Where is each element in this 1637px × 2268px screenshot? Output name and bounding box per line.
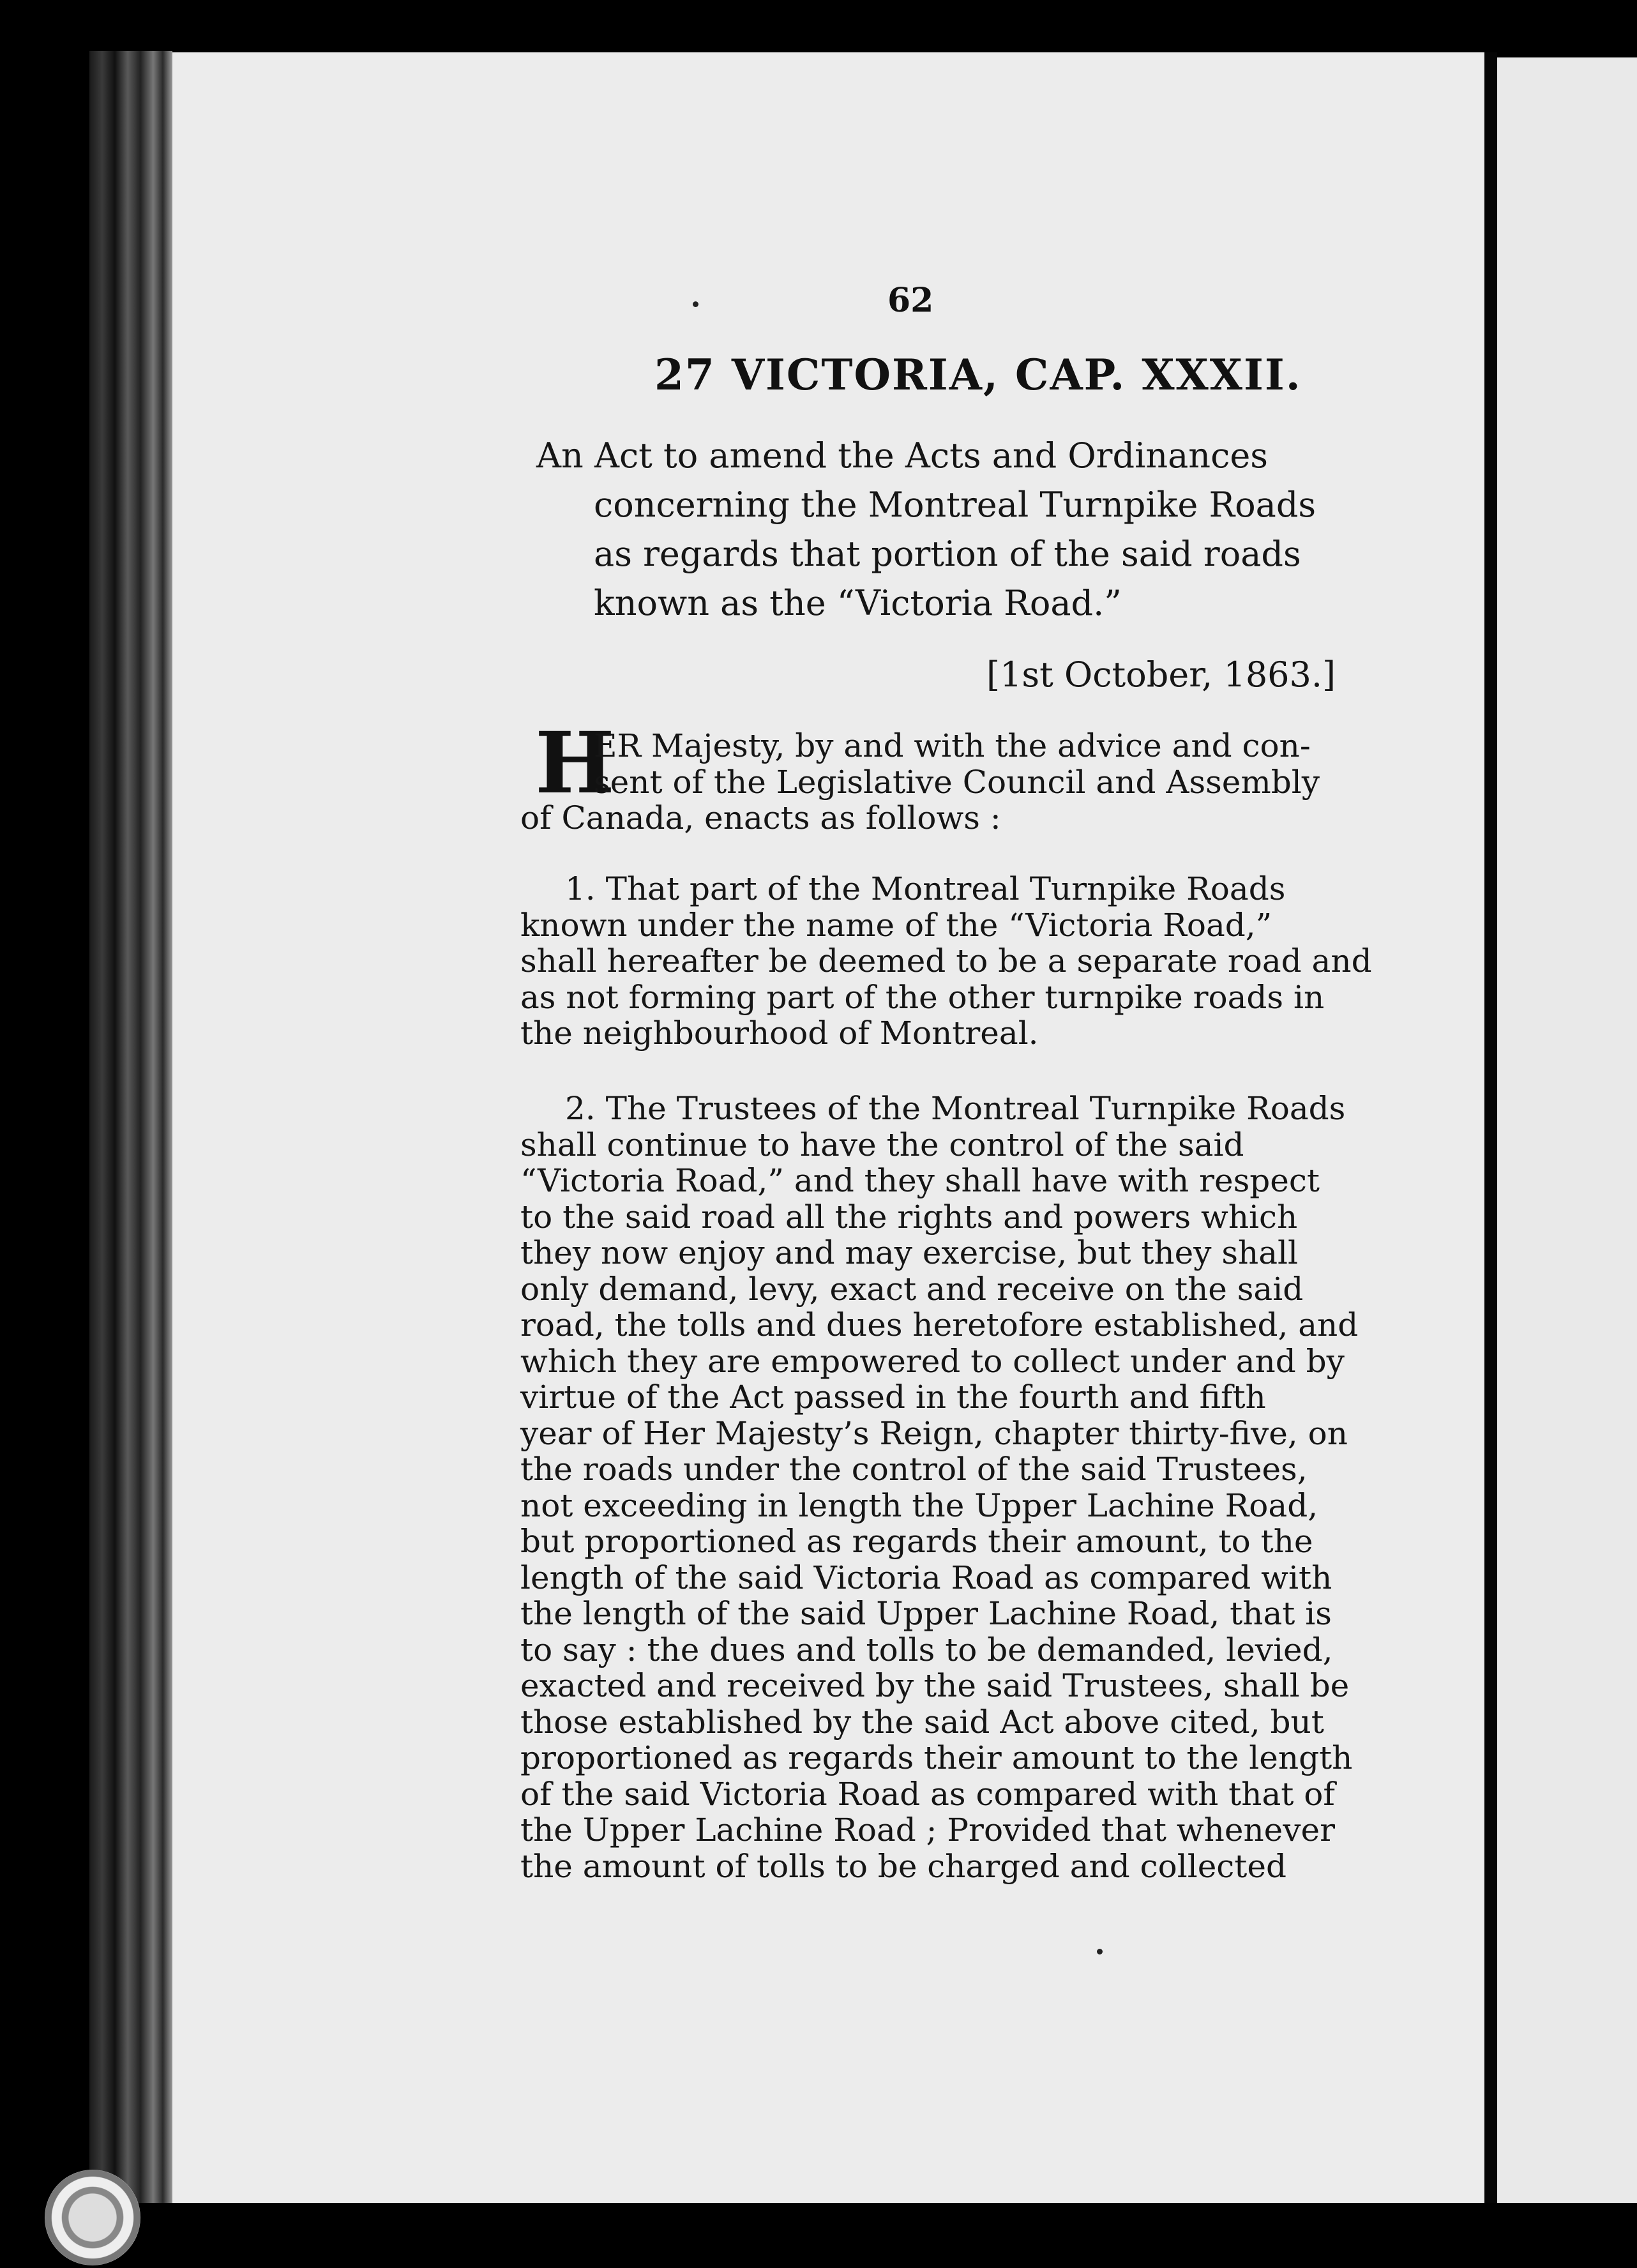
enactment-date: [1st October, 1863.] [986,654,1336,695]
text-line: known under the name of the “Victoria Road,” [520,906,1272,944]
act-title-line: known as the “Victoria Road.” [594,583,1122,623]
text-line: but proportioned as regards their amount, to the [520,1523,1313,1560]
text-line: ER Majesty, by and with the advice and con- [594,727,1311,764]
facing-page-edge [1497,57,1637,2203]
act-title-line: concerning the Montreal Turnpike Roads [594,485,1316,525]
text-line: year of Her Majesty’s Reign, chapter thirty-five, on [520,1414,1348,1452]
text-line: sent of the Legislative Council and Assembly [594,763,1320,801]
speck [693,301,698,307]
text-line: those established by the said Act above cited, but [520,1703,1324,1741]
text-line: the length of the said Upper Lachine Road, that is [520,1595,1332,1632]
text-line: the roads under the control of the said Trustees, [520,1451,1308,1488]
drop-cap: H [535,714,615,813]
text-line: shall hereafter be deemed to be a separate road and [520,942,1372,979]
text-line: to say : the dues and tolls to be demanded, levied, [520,1631,1333,1668]
text-line: as not forming part of the other turnpike roads in [520,978,1325,1016]
text-line: proportioned as regards their amount to the length [520,1739,1353,1776]
text-line: only demand, levy, exact and receive on the said [520,1270,1304,1308]
text-line: to the said road all the rights and powers which [520,1198,1298,1236]
text-line: the neighbourhood of Montreal. [520,1015,1039,1052]
text-line: 2. The Trustees of the Montreal Turnpike Roads [565,1090,1346,1127]
text-line: of the said Victoria Road as compared with that of [520,1775,1335,1813]
text-line: they now enjoy and may exercise, but they shall [520,1234,1299,1271]
text-line: virtue of the Act passed in the fourth and fifth [520,1379,1266,1416]
book-binding-edge [89,51,172,2203]
section-2 [520,1090,1359,1885]
text-line: exacted and received by the said Trustees, shall be [520,1667,1350,1704]
text-line: shall continue to have the control of the said [520,1126,1244,1163]
section-1 [520,870,1372,1052]
text-line: the amount of tolls to be charged and collected [520,1847,1286,1885]
act-title [536,431,1334,628]
text-line: the Upper Lachine Road ; Provided that whenever [520,1811,1336,1848]
text-line: “Victoria Road,” and they shall have with respect [520,1162,1320,1199]
speck [1097,1949,1103,1954]
library-seal-stamp [45,2170,140,2265]
text-line: road, the tolls and dues heretofore established, and [520,1306,1359,1343]
act-title-line: as regards that portion of the said roads [594,534,1301,574]
text-line: 1. That part of the Montreal Turnpike Roads [565,870,1286,907]
text-line: of Canada, enacts as follows : [520,799,1001,836]
act-title-line: An Act to amend the Acts and Ordinances [536,435,1268,476]
chapter-title: 27 VICTORIA, CAP. XXXII. [654,350,1302,400]
enacting-clause [520,728,1338,836]
text-line: which they are empowered to collect under and by [520,1342,1345,1380]
text-line: not exceeding in length the Upper Lachine Road, [520,1486,1318,1524]
page-gutter [1484,52,1497,2203]
page-number: 62 [887,281,934,320]
text-line: length of the said Victoria Road as compared with [520,1559,1332,1596]
